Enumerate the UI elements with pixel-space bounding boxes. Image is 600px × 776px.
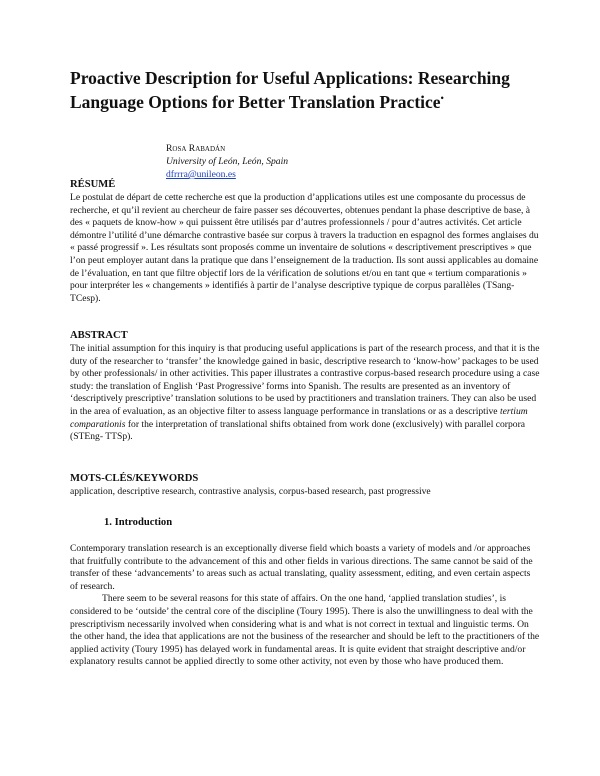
- resume-text: Le postulat de départ de cette recherche est que la production d’applications utiles est une composante du processus de recherche, et qu’il revient au chercheur de faire passer ses découvertes, obtenues pendant la phase descriptive de base, à des « paquets de know-how » qui puissent être utilisés par d’autres professionnels / pour d’autres activités. Cet article démontre l’utilité d’une démarche contrastive basée sur corpus à travers la traduction en espagnol des formes anglaises du « passé progressif ». Les résultats sont proposés comme un inventaire de solutions « descriptivement prescriptives » que l’on peut employer autant dans la pratique que dans l’enseignement de la traduction. Ils sont aussi applicables au domaine de l’évaluation, en tant que filtre objectif lors de la vérification de solutions et/ou en tant que « tertium comparationis » pour interpréter les « changements » identifiés à partir de l’analyse descriptive typique de corpus parallèles (TSang-TCesp).: [70, 192, 539, 304]
- abstract-text-italic: tertium comparationis: [70, 405, 528, 430]
- title-footnote-mark[interactable]: •: [440, 93, 444, 103]
- keywords-section: [70, 472, 540, 499]
- title-text: Proactive Description for Useful Applications: Researching Language Options for Better Translation Practice: [70, 68, 510, 112]
- abstract-text: [70, 343, 540, 444]
- intro-paragraph-1: Contemporary translation research is an exceptionally diverse field which boasts a variety of models and /or approaches that fruitfully contribute to the advancement of this and other fields in various directions. The same cannot be said of the transfer of these ‘advancements’ to areas such as actual translating, quality assessment, editing, and even certain aspects of research.: [70, 543, 533, 592]
- author-email-link[interactable]: dfrrra@unileon.es: [166, 169, 236, 180]
- introduction-heading: 1. Introduction: [104, 517, 173, 528]
- abstract-section: [70, 329, 540, 444]
- keywords-text: application, descriptive research, contrastive analysis, corpus-based research, past progressive: [70, 486, 431, 497]
- author-block: [166, 142, 288, 181]
- keywords-heading: MOTS-CLÉS/KEYWORDS: [70, 473, 199, 484]
- author-name: Rosa Rabadán: [166, 143, 226, 154]
- resume-section: [70, 178, 540, 305]
- introduction-body: [70, 543, 540, 669]
- abstract-text-part-2: for the interpretation of translational shifts obtained from work done (exclusively) with parallel corpora (STEng- TTSp).: [70, 418, 526, 443]
- abstract-heading: ABSTRACT: [70, 330, 128, 341]
- intro-paragraph-2: There seem to be several reasons for this state of affairs. On the one hand, ‘applied translation studies’, is considered to be ‘outside’ the central core of the discipline (Toury 1995). There is also the unwillingness to deal with the prescriptivism necessarily involved when considering what is and what is not correct in textual and linguistic terms. On the other hand, the idea that applications are not the business of the researcher and should be left to the practitioners of the applied activity (Toury 1995) has delayed work in fundamental areas. It is quite evident that straight descriptive and/or explanatory results cannot be applied directly to some other activity, not even by those who have produced them.: [70, 593, 540, 668]
- author-affiliation: University of León, León, Spain: [166, 156, 289, 167]
- abstract-text-part-1: The initial assumption for this inquiry is that producing useful applications is part of the research process, and that it is the duty of the researcher to ‘transfer’ the knowledge gained in basic, descriptive research to ‘know-how’ packages to be used by other professionals/ in other activities. This paper illustrates a contrastive corpus-based research procedure using a case study: the translation of English ‘Past Progressive’ forms into Spanish. The results are presented as an inventory of ‘descriptively prescriptive’ translation solutions to be used by practitioners and translation trainers. They can also be used in the area of evaluation, as an objective filter to assess language performance in translations or as a descriptive: [70, 343, 540, 417]
- resume-heading: RÉSUMÉ: [70, 179, 116, 190]
- paper-title: [70, 68, 540, 112]
